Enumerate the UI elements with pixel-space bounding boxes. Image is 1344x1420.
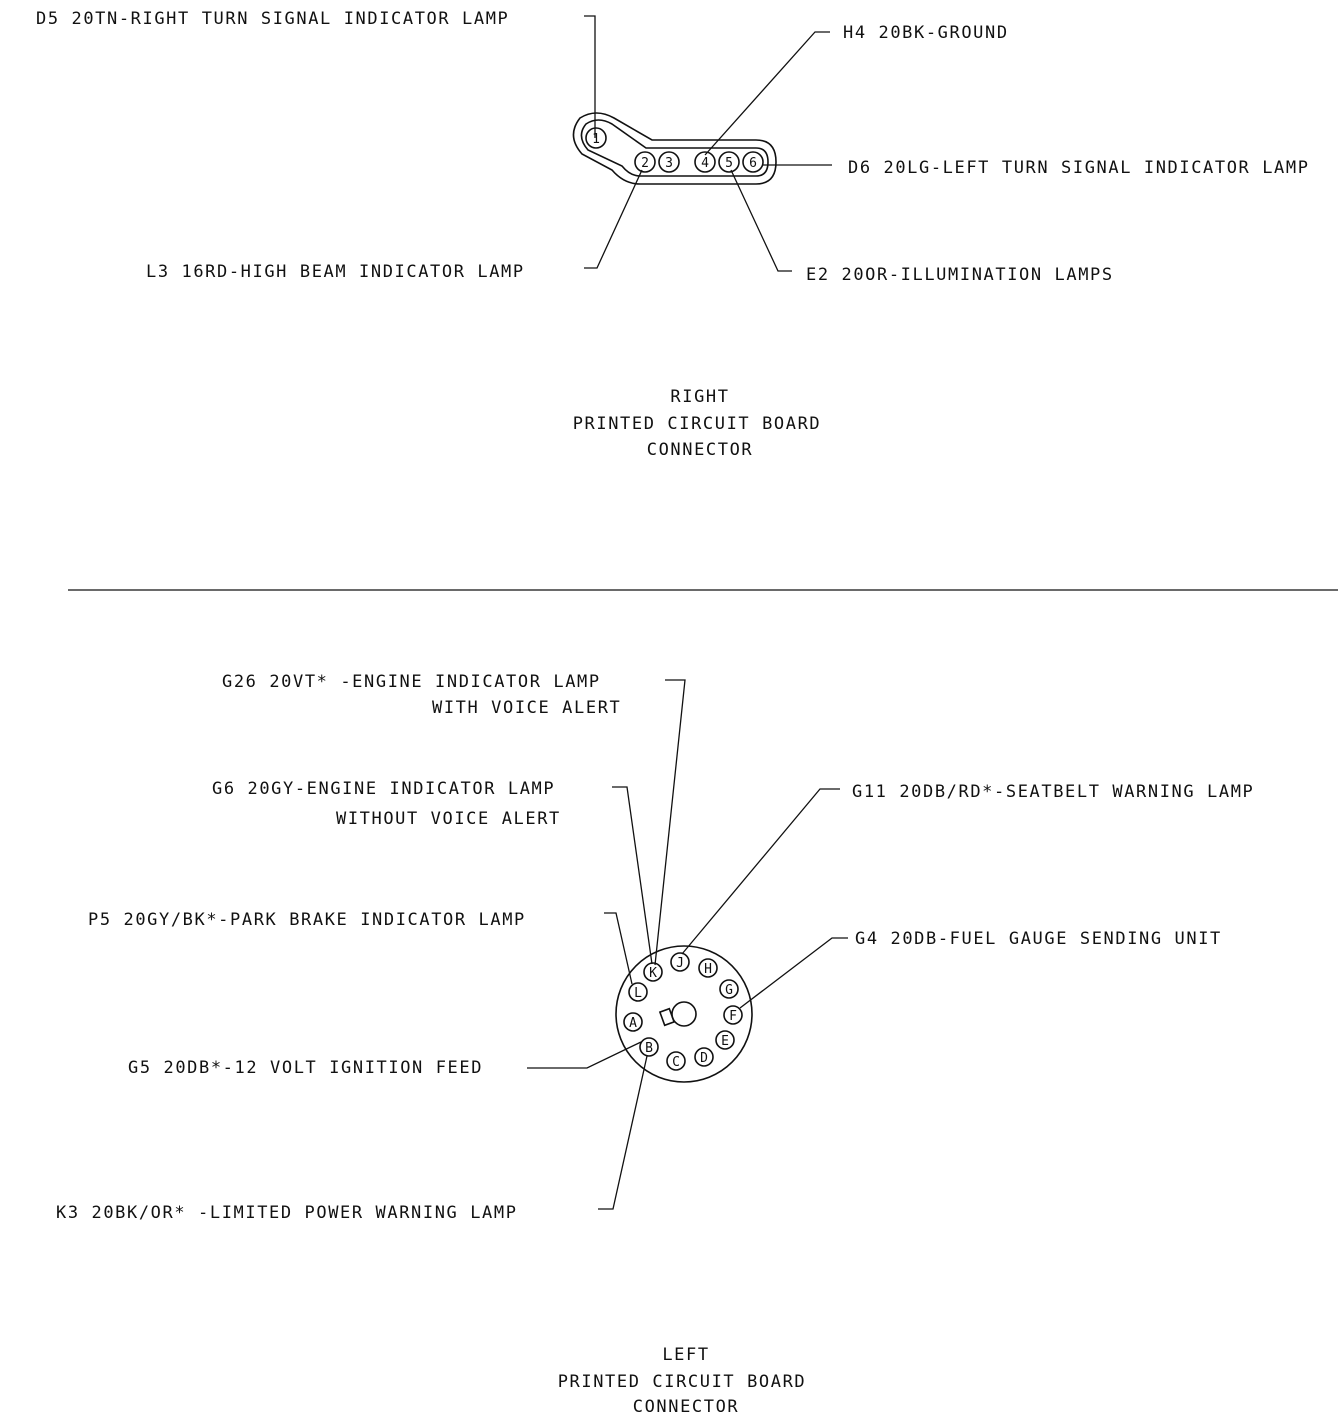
pin-J-label: J [676,956,684,971]
pin-A-label: A [629,1016,637,1031]
pin-G-label: G [725,983,733,998]
label-pin-L-line-2: WITHOUT VOICE ALERT [336,809,561,829]
label-pin-B2: K3 20BK/OR* -LIMITED POWER WARNING LAMP [56,1203,518,1223]
leader-pin-F [740,938,848,1008]
right-connector-inner [581,120,768,176]
leader-pin-4 [705,32,830,155]
right-title-line-3: CONNECTOR [646,440,754,460]
left-title-line-2: PRINTED CIRCUIT BOARD [557,1372,807,1392]
pin-6-label: 6 [749,156,757,171]
pin-D-label: D [700,1051,708,1066]
label-pin-J: G11 20DB/RD*-SEATBELT WARNING LAMP [852,782,1255,802]
right-title-line-2: PRINTED CIRCUIT BOARD [572,414,822,434]
right-connector-pins [586,128,763,172]
pin-2-label: 2 [641,156,649,171]
leader-pin-J [682,789,840,954]
left-connector [56,672,1254,1417]
pin-3-label: 3 [665,156,673,171]
label-pin-F: G4 20DB-FUEL GAUGE SENDING UNIT [855,929,1222,949]
label-pin-L2: P5 20GY/BK*-PARK BRAKE INDICATOR LAMP [88,910,526,930]
label-pin-2: L3 16RD-HIGH BEAM INDICATOR LAMP [146,262,525,282]
right-title-line-1: RIGHT [670,387,730,407]
left-connector-center-hole [672,1002,696,1026]
label-pin-L-line-1: G6 20GY-ENGINE INDICATOR LAMP [212,779,556,799]
left-title-line-1: LEFT [662,1345,710,1365]
label-pin-6: D6 20LG-LEFT TURN SIGNAL INDICATOR LAMP [848,158,1310,178]
pin-5-label: 5 [725,156,733,171]
pin-1-label: 1 [592,132,600,147]
leader-pin-K [655,680,685,965]
pin-L-label: L [634,986,642,1001]
pin-F-label: F [729,1009,737,1024]
left-connector-pins [624,953,742,1070]
label-pin-K-line-2: WITH VOICE ALERT [432,698,622,718]
label-pin-4: H4 20BK-GROUND [843,23,1009,43]
pin-H-label: H [704,962,712,977]
pin-4-label: 4 [701,156,709,171]
leader-pin-2 [584,170,642,268]
pin-K-label: K [649,966,657,981]
label-pin-K-line-1: G26 20VT* -ENGINE INDICATOR LAMP [222,672,601,692]
right-connector [36,9,1310,460]
label-pin-B: G5 20DB*-12 VOLT IGNITION FEED [128,1058,484,1078]
label-pin-1: D5 20TN-RIGHT TURN SIGNAL INDICATOR LAMP [36,9,510,29]
pin-B-label: B [645,1041,653,1056]
label-pin-5: E2 20OR-ILLUMINATION LAMPS [806,265,1114,285]
leader-pin-L [612,787,652,964]
pin-E-label: E [721,1034,729,1049]
leader-pin-1 [584,16,595,138]
leader-pin-L2 [604,913,632,984]
pin-C-label: C [672,1055,680,1070]
left-title-line-3: CONNECTOR [632,1397,740,1417]
leader-pin-B2 [598,1056,647,1209]
leader-pin-5 [731,170,792,271]
